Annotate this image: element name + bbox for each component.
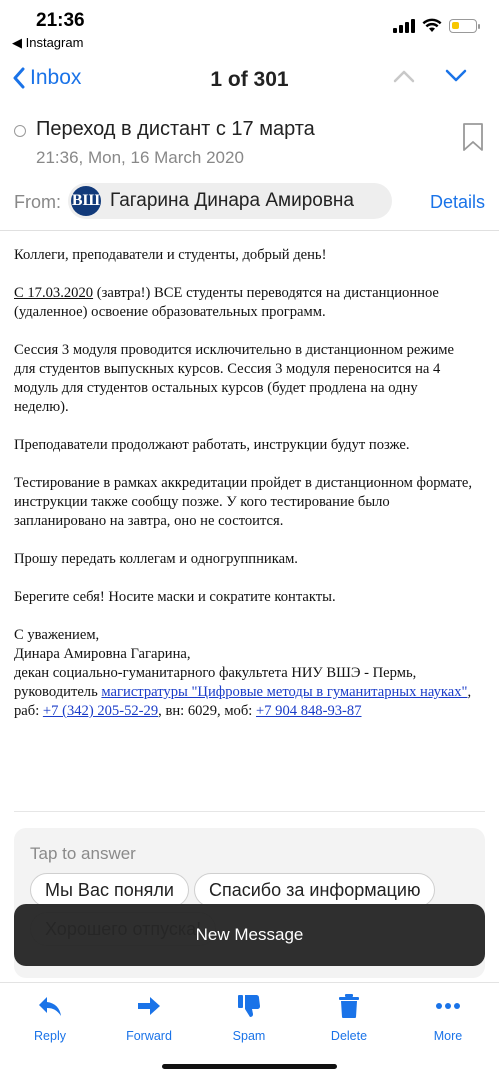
quick-reply-title: Tap to answer [30, 844, 136, 863]
spam-label: Spam [232, 1029, 266, 1043]
signature-regards: С уважением, [14, 627, 100, 643]
details-link[interactable]: Details [429, 192, 485, 212]
chevron-up-icon [392, 68, 416, 84]
message-date: 21:36, Mon, 16 March 2020 [36, 148, 244, 167]
read-status-icon[interactable] [14, 125, 26, 137]
body-divider [14, 811, 485, 812]
from-row [0, 182, 499, 222]
bookmark-icon[interactable] [462, 122, 484, 152]
back-triangle-icon: ◀ [12, 35, 26, 50]
more-button[interactable] [408, 993, 488, 1043]
home-indicator[interactable] [162, 1064, 337, 1069]
body-paragraph-5: Прошу передать коллегам и одногруппникам. [14, 551, 298, 567]
quick-reply-option[interactable]: Спасибо за информацию [194, 873, 435, 907]
status-icons [393, 18, 477, 33]
from-label: From: [14, 192, 61, 212]
status-bar [0, 0, 499, 56]
thumbs-down-icon [236, 993, 262, 1019]
delete-label: Delete [330, 1029, 368, 1043]
body-paragraph-2: Сессия 3 модуля проводится исключительно в дистанционном режиме для студентов выпускных курсов. Сессия 3 модуля переносится на 4 модуль для студентов остальных курсов (будет продлена на одну неделю). [14, 342, 454, 415]
more-label: More [433, 1029, 463, 1043]
body-paragraph-1-text: (завтра!) ВСЕ студенты переводятся на дистанционное (удаленное) освоение образовательных программ. [14, 285, 439, 320]
chevron-left-icon [12, 67, 26, 89]
nav-bar [0, 58, 499, 102]
new-message-toast[interactable] [14, 904, 485, 966]
trash-icon [338, 993, 360, 1019]
signature [14, 626, 476, 721]
body-paragraph-6: Берегите себя! Носите маски и сократите контакты. [14, 589, 336, 605]
sender-chip[interactable] [68, 183, 392, 219]
signature-role-suffix: , [467, 684, 472, 700]
chevron-down-icon [444, 68, 468, 84]
signature-name: Динара Амировна Гагарина, [14, 646, 191, 662]
mobile-phone-link[interactable]: +7 904 848-93-87 [256, 703, 362, 719]
message-body [14, 246, 476, 721]
signature-role [14, 683, 476, 702]
body-paragraph-1 [14, 284, 476, 322]
battery-icon [449, 19, 477, 33]
forward-icon [136, 995, 162, 1017]
message-subject: Переход в дистант с 17 марта [36, 118, 315, 140]
forward-label: Forward [126, 1029, 172, 1043]
signature-position: декан социально-гуманитарного факультета НИУ ВШЭ - Пермь, [14, 665, 417, 681]
quick-reply-option[interactable]: Мы Вас поняли [30, 873, 189, 907]
status-time: 21:36 [36, 10, 85, 31]
next-message-button[interactable] [444, 68, 468, 89]
delete-button[interactable] [309, 993, 389, 1043]
spam-button[interactable] [209, 993, 289, 1043]
program-link[interactable]: магистратуры "Цифровые методы в гуманитарных науках" [101, 684, 468, 700]
signature-role-prefix: руководитель [14, 684, 102, 700]
more-dots-icon [435, 1002, 461, 1010]
date-highlight[interactable]: С 17.03.2020 [14, 285, 94, 301]
wifi-icon [422, 18, 442, 33]
back-app-label: Instagram [25, 35, 84, 50]
battery-level [452, 22, 459, 29]
sender-avatar: ВШ [71, 186, 101, 216]
cellular-signal-icon [393, 19, 415, 33]
body-paragraph-4: Тестирование в рамках аккредитации пройдет в дистанционном формате, инструкции также сообщу позже. У кого тестирование было запланировано на завтра, оно не состоится. [14, 475, 473, 529]
sender-name: Гагарина Динара Амировна [110, 190, 354, 211]
signature-phones [14, 702, 476, 721]
phone-mid: , вн: 6029, моб: [158, 703, 256, 719]
body-greeting: Коллеги, преподаватели и студенты, добрый день! [14, 247, 327, 263]
work-phone-link[interactable]: +7 (342) 205-52-29 [42, 703, 159, 719]
phone-prefix: раб: [14, 703, 43, 719]
previous-message-button[interactable] [392, 68, 416, 89]
reply-button[interactable] [10, 993, 90, 1043]
message-counter: 1 of 301 [210, 68, 289, 91]
header-divider [0, 230, 499, 231]
reply-label: Reply [34, 1029, 66, 1043]
body-paragraph-3: Преподаватели продолжают работать, инструкции будут позже. [14, 437, 410, 453]
inbox-back-label: Inbox [30, 66, 82, 89]
back-to-app[interactable] [12, 35, 83, 51]
reply-icon [37, 995, 63, 1017]
inbox-back-button[interactable] [12, 66, 81, 90]
toast-text: New Message [195, 925, 304, 944]
forward-button[interactable] [109, 993, 189, 1043]
